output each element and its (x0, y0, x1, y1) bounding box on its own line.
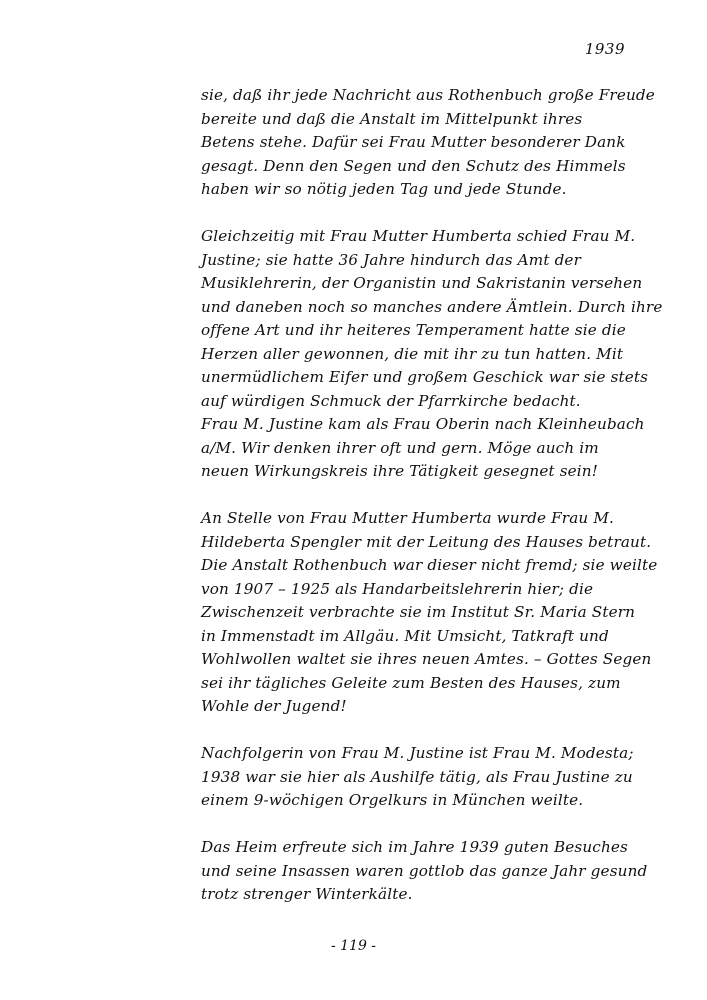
text-line: Hildeberta Spengler mit der Leitung des Hauses betraut. (201, 532, 652, 551)
paragraph-spacer (201, 719, 641, 743)
text-line: haben wir so nötig jeden Tag und jede Stunde. (201, 180, 567, 198)
text-line: Gleichzeitig mit Frau Mutter Humberta schied Frau M. (201, 227, 636, 245)
page-year-header: 1939 (584, 40, 625, 58)
text-line: und seine Insassen waren gottlob das ganze Jahr gesund (201, 861, 648, 880)
text-line: trotz strenger Winterkälte. (201, 885, 413, 903)
text-line: neuen Wirkungskreis ihre Tätigkeit gesegnet sein! (201, 462, 598, 480)
text-line: und daneben noch so manches andere Ämtlein. Durch ihre (201, 297, 663, 316)
paragraph-spacer (201, 202, 641, 226)
text-line: Musiklehrerin, der Organistin und Sakristanin versehen (201, 274, 643, 292)
handwritten-body (201, 84, 663, 907)
text-line: unermüdlichem Eifer und großem Geschick war sie stets (201, 368, 649, 386)
text-line: Nachfolgerin von Frau M. Justine ist Frau M. Modesta; (201, 744, 634, 762)
text-line: einem 9-wöchigen Orgelkurs in München weilte. (201, 791, 584, 809)
paragraph-2 (201, 225, 663, 484)
text-line: Frau M. Justine kam als Frau Oberin nach Kleinheubach (201, 415, 645, 433)
paragraph-1 (201, 84, 655, 202)
page-number: - 119 - (330, 938, 377, 954)
text-line: Wohle der Jugend! (201, 697, 347, 715)
text-line: Zwischenzeit verbrachte sie im Institut Sr. Maria Stern (201, 603, 636, 621)
text-line: von 1907 – 1925 als Handarbeitslehrerin hier; die (201, 579, 594, 598)
text-line: a/M. Wir denken ihrer oft und gern. Möge auch im (201, 438, 599, 457)
paragraph-spacer (201, 484, 641, 508)
text-line: 1938 war sie hier als Aushilfe tätig, als Frau Justine zu (201, 767, 633, 786)
paragraph-spacer (201, 813, 641, 837)
text-line: in Immenstadt im Allgäu. Mit Umsicht, Tatkraft und (201, 626, 609, 645)
text-line: gesagt. Denn den Segen und den Schutz des Himmels (201, 156, 626, 175)
text-line: bereite und daß die Anstalt im Mittelpunkt ihres (201, 109, 583, 128)
paragraph-4 (201, 742, 641, 813)
text-line: Das Heim erfreute sich im Jahre 1939 guten Besuches (201, 838, 628, 856)
paragraph-5 (201, 836, 648, 907)
text-line: auf würdigen Schmuck der Pfarrkirche bedacht. (201, 391, 581, 410)
text-line: sie, daß ihr jede Nachricht aus Rothenbuch große Freude (201, 86, 655, 104)
text-line: Justine; sie hatte 36 Jahre hindurch das Amt der (201, 250, 581, 269)
text-line: Die Anstalt Rothenbuch war dieser nicht fremd; sie weilte (201, 556, 658, 574)
text-line: Betens stehe. Dafür sei Frau Mutter besonderer Dank (201, 133, 626, 151)
text-line: offene Art und ihr heiteres Temperament hatte sie die (201, 321, 626, 339)
text-line: sei ihr tägliches Geleite zum Besten des Hauses, zum (201, 673, 621, 692)
text-line: Wohlwollen waltet sie ihres neuen Amtes. – Gottes Segen (201, 650, 652, 668)
paragraph-3 (201, 507, 658, 719)
text-line: An Stelle von Frau Mutter Humberta wurde Frau M. (201, 509, 615, 527)
text-line: Herzen aller gewonnen, die mit ihr zu tun hatten. Mit (201, 344, 624, 363)
